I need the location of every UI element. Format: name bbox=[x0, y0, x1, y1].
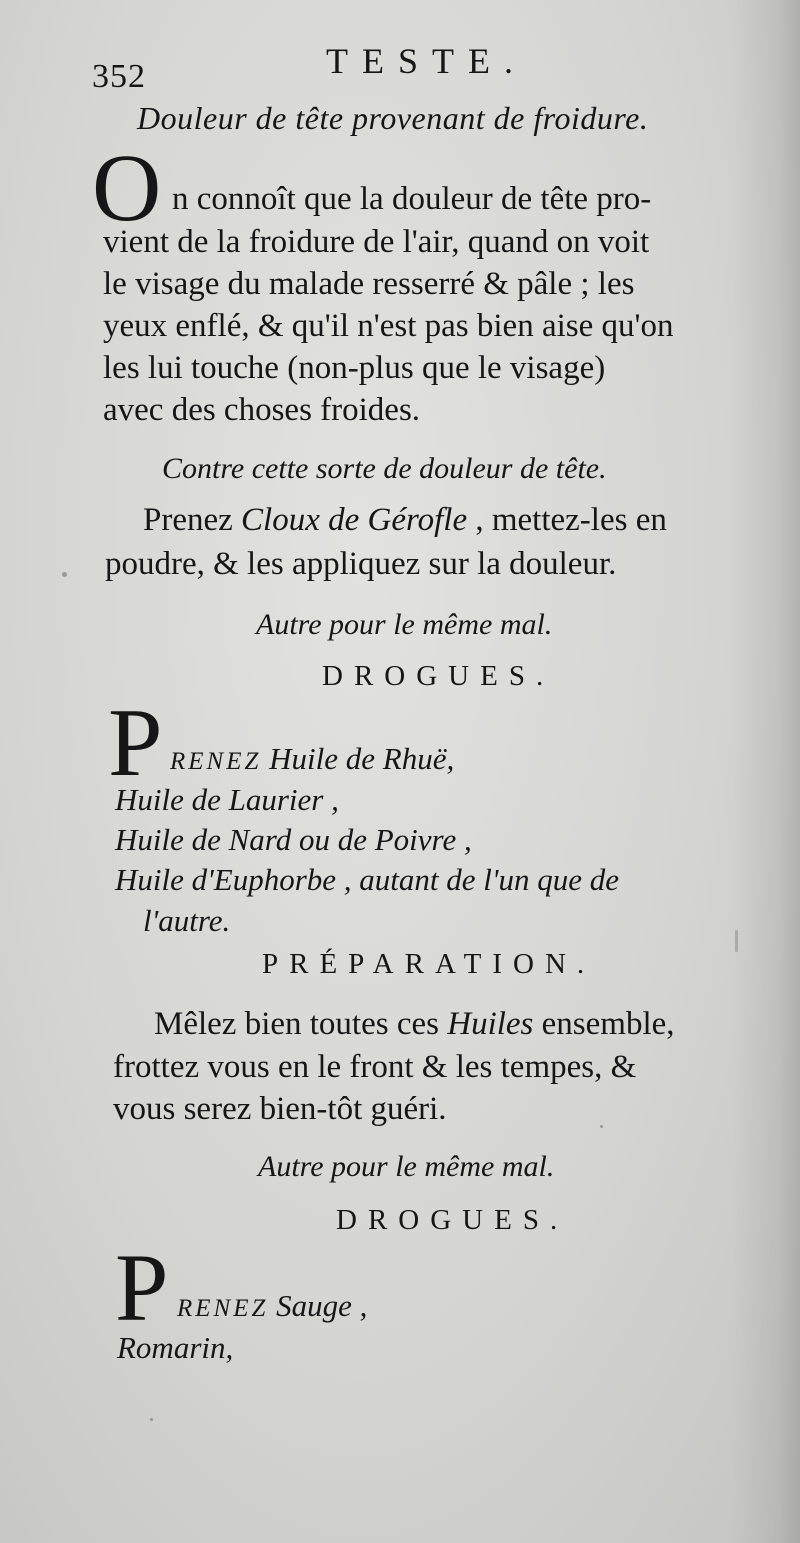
paragraph-line: n connoît que la douleur de tête pro- bbox=[172, 181, 652, 217]
section-subtitle: Autre pour le même mal. bbox=[256, 608, 553, 641]
text-run: Mêlez bien toutes ces bbox=[154, 1006, 448, 1042]
section-subtitle: Contre cette sorte de douleur de tête. bbox=[162, 452, 607, 485]
paragraph-line: frottez vous en le front & les tempes, & bbox=[113, 1049, 637, 1085]
ingredient-name: Huiles bbox=[447, 1006, 534, 1042]
paragraph-line bbox=[154, 1008, 675, 1041]
page-number: 352 bbox=[92, 58, 146, 95]
paragraph-line: vient de la froidure de l'air, quand on voit bbox=[103, 224, 650, 260]
paragraph-line: vous serez bien-tôt guéri. bbox=[113, 1091, 447, 1127]
ingredient-line: Huile de Laurier , bbox=[115, 782, 339, 817]
ingredient-line: l'autre. bbox=[143, 903, 231, 938]
drogues-heading: DROGUES. bbox=[336, 1204, 569, 1236]
text-run: ensemble, bbox=[533, 1006, 675, 1042]
drop-cap: O bbox=[92, 134, 162, 241]
paragraph-line: poudre, & les appliquez sur la douleur. bbox=[105, 546, 617, 582]
paragraph-line: avec des choses froides. bbox=[103, 392, 421, 428]
paragraph-line: yeux enflé, & qu'il n'est pas bien aise qu'on bbox=[103, 308, 674, 344]
drogues-heading: DROGUES. bbox=[322, 660, 555, 692]
paragraph-line: le visage du malade resserré & pâle ; les bbox=[103, 266, 635, 302]
preparation-heading: PRÉPARATION. bbox=[262, 948, 596, 980]
ingredient-line: Romarin, bbox=[117, 1330, 234, 1365]
ingredient-name: Cloux de Gérofle bbox=[241, 502, 468, 538]
ingredient-name: Huile de Rhuë, bbox=[261, 741, 455, 776]
paper-mark bbox=[735, 930, 738, 952]
paper-speck bbox=[150, 1418, 153, 1421]
drop-cap: P bbox=[108, 689, 163, 797]
prenez-word: RENEZ bbox=[177, 1295, 269, 1322]
section-subtitle: Autre pour le même mal. bbox=[258, 1150, 555, 1183]
paragraph-line: les lui touche (non-plus que le visage) bbox=[103, 350, 606, 386]
paper-speck bbox=[62, 572, 67, 577]
ingredient-line bbox=[170, 741, 454, 777]
ingredient-name: Sauge , bbox=[268, 1288, 368, 1323]
ingredient-line: Huile de Nard ou de Poivre , bbox=[115, 822, 472, 857]
section-title: Douleur de tête provenant de froidure. bbox=[137, 100, 649, 136]
paper-speck bbox=[600, 1125, 603, 1128]
paragraph-line bbox=[143, 504, 667, 537]
ingredient-line bbox=[177, 1288, 367, 1324]
text-run: , mettez-les en bbox=[467, 502, 667, 538]
page-edge-shadow bbox=[730, 0, 800, 1543]
running-head: TESTE. bbox=[326, 41, 527, 81]
drop-cap: P bbox=[115, 1234, 169, 1341]
prenez-word: RENEZ bbox=[170, 748, 262, 775]
text-run: Prenez bbox=[143, 502, 242, 538]
ingredient-line: Huile d'Euphorbe , autant de l'un que de bbox=[115, 862, 620, 897]
